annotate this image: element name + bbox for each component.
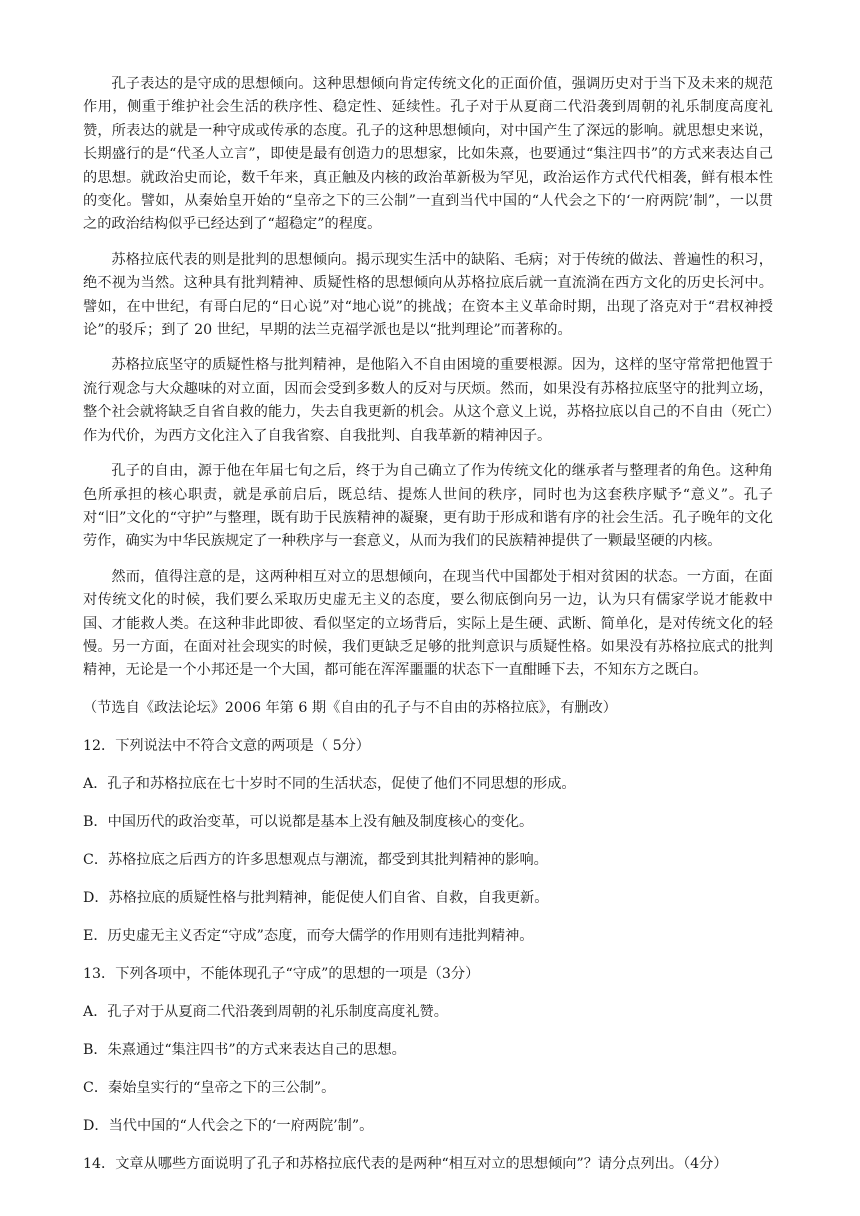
question-13-option-c: C．秦始皇实行的“皇帝之下的三公制”。 [83, 1079, 336, 1096]
question-12-option-a: A．孔子和苏格拉底在七十岁时不同的生活状态，促使了他们不同思想的形成。 [83, 775, 576, 792]
question-13-option-d: D．当代中国的“人代会之下的‘一府两院’制”。 [83, 1117, 374, 1134]
article-paragraph-2: 苏格拉底代表的则是批判的思想倾向。揭示现实生活中的缺陷、毛病；对于传统的做法、普遍性的积习，绝不视为当然。这种具有批判精神、质疑性格的思想倾向从苏格拉底后就一直流淌在西方文化的历史长河中。譬如，在中世纪，有哥白尼的“日心说”对“地心说”的挑战；在资本主义革命时期，出现了洛克对于“君权神授论”的驳斥；到了 20 世纪，早期的法兰克福学派也是以“批判理论”而著称的。 [83, 251, 773, 339]
question-12-stem: 12．下列说法中不符合文意的两项是（ 5分） [83, 737, 370, 754]
question-14-stem: 14．文章从哪些方面说明了孔子和苏格拉底代表的是两种“相互对立的思想倾向”？请分点列出。（4分） [83, 1155, 728, 1172]
question-13-option-b: B．朱熹通过“集注四书”的方式来表达自己的思想。 [83, 1041, 406, 1058]
question-12-option-c: C．苏格拉底之后西方的许多思想观点与潮流，都受到其批判精神的影响。 [83, 851, 548, 868]
article-paragraph-3: 苏格拉底坚守的质疑性格与批判精神，是他陷入不自由困境的重要根源。因为，这样的坚守常常把他置于流行观念与大众趣味的对立面，因而会受到多数人的反对与厌烦。然而，如果没有苏格拉底坚守的批判立场，整个社会就将缺乏自省自救的能力，失去自我更新的机会。从这个意义上说，苏格拉底以自己的不自由（死亡）作为代价，为西方文化注入了自我省察、自我批判、自我革新的精神因子。 [83, 357, 773, 444]
question-12-option-d: D．苏格拉底的质疑性格与批判精神，能促使人们自省、自救，自我更新。 [83, 889, 549, 906]
question-13-stem: 13．下列各项中，不能体现孔子“守成”的思想的一项是（3分） [83, 965, 480, 982]
article-paragraph-5: 然而，值得注意的是，这两种相互对立的思想倾向，在现当代中国都处于相对贫困的状态。一方面，在面对传统文化的时候，我们要么采取历史虚无主义的态度，要么彻底倒向另一边，认为只有儒家学说才能救中国、才能救人类。在这种非此即彼、看似坚定的立场背后，实际上是生硬、武断、简单化，是对传统文化的轻慢。另一方面，在面对社会现实的时候，我们更缺乏足够的批判意识与质疑性格。如果没有苏格拉底式的批判精神，无论是一个小邦还是一个大国，都可能在浑浑噩噩的状态下一直酣睡下去，不知东方之既白。 [83, 568, 773, 679]
question-12-option-e: E．历史虚无主义否定“守成”态度，而夸大儒学的作用则有违批判精神。 [83, 927, 534, 944]
article-paragraph-1: 孔子表达的是守成的思想倾向。这种思想倾向肯定传统文化的正面价值，强调历史对于当下及未来的规范作用，侧重于维护社会生活的秩序性、稳定性、延续性。孔子对于从夏商二代沿袭到周朝的礼乐制度高度礼赞，所表达的就是一种守成或传承的态度。孔子的这种思想倾向，对中国产生了深远的影响。就思想史来说，长期盛行的是“代圣人立言”，即使是最有创造力的思想家，比如朱熹，也要通过“集注四书”的方式来表达自己的思想。就政治史而论，数千年来，真正触及内核的政治革新极为罕见，政治运作方式代代相袭，鲜有根本性的变化。譬如，从秦始皇开始的“皇帝之下的三公制”一直到当代中国的“人代会之下的‘一府两院’制”，一以贯之的政治结构似乎已经达到了“超稳定”的程度。 [83, 76, 773, 233]
question-13-option-a: A．孔子对于从夏商二代沿袭到周朝的礼乐制度高度礼赞。 [83, 1003, 448, 1020]
article-paragraph-4: 孔子的自由，源于他在年届七旬之后，终于为自己确立了作为传统文化的继承者与整理者的角色。这种角色所承担的核心职责，就是承前启后，既总结、提炼人世间的秩序，同时也为这套秩序赋予“意义”。孔子对“旧”文化的“守护”与整理，既有助于民族精神的凝聚，更有助于形成和谐有序的社会生活。孔子晚年的文化劳作，确实为中华民族规定了一种秩序与一套意义，从而为我们的民族精神提供了一颗最坚硬的内核。 [83, 463, 773, 550]
document-page [83, 73, 773, 1191]
article-source: （节选自《政法论坛》2006 年第 6 期《自由的孔子与不自由的苏格拉底》，有删改） [83, 699, 617, 716]
question-12-option-b: B．中国历代的政治变革，可以说都是基本上没有触及制度核心的变化。 [83, 813, 534, 830]
